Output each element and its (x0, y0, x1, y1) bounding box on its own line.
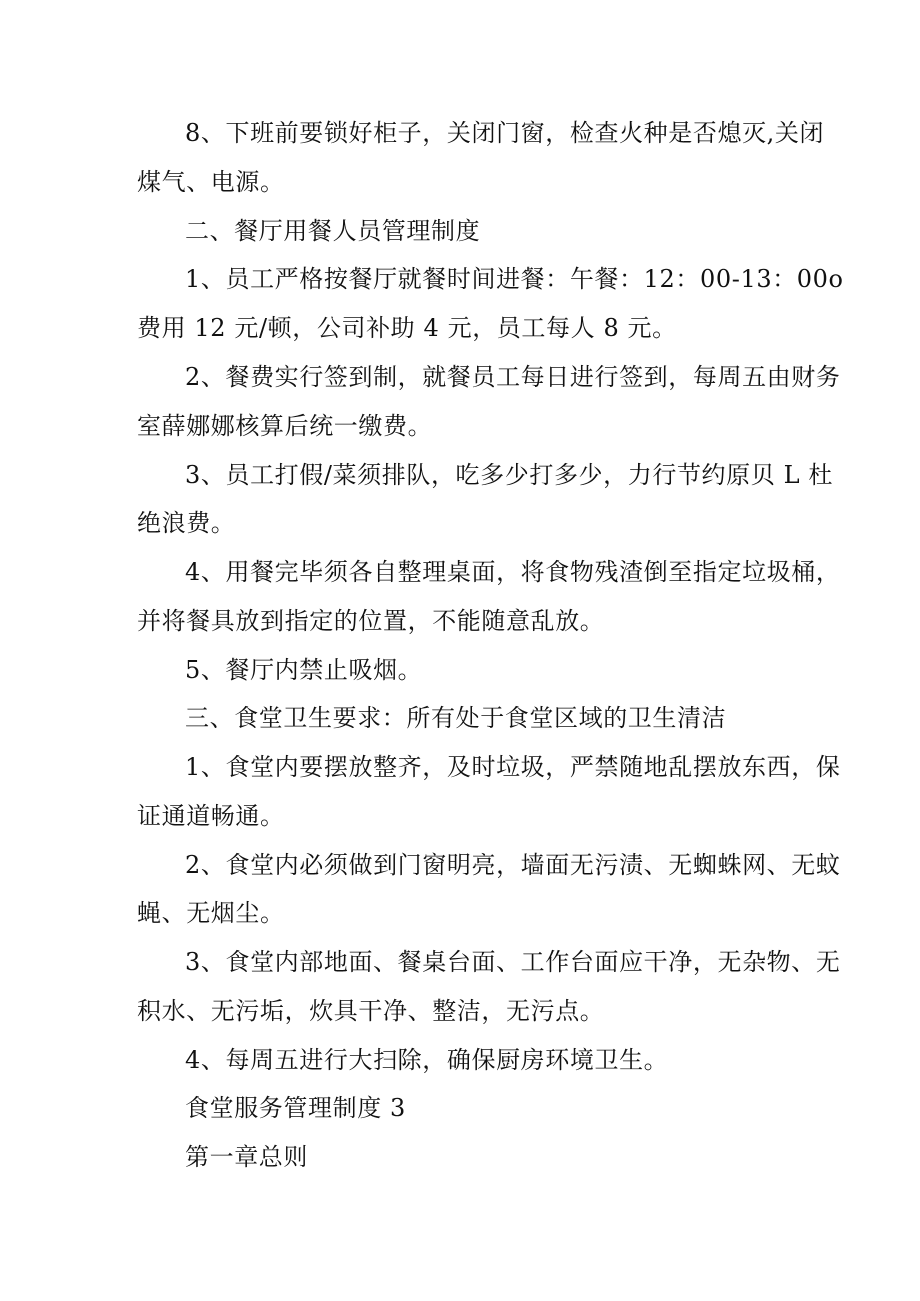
document-section-title: 食堂服务管理制度 3 (185, 1094, 406, 1122)
rule-5: 5、餐厅内禁止吸烟。 (185, 656, 423, 684)
section-2-heading: 二、餐厅用餐人员管理制度 (185, 217, 481, 245)
hygiene-2-line-1: 2、食堂内必须做到门窗明亮，墙面无污渍、无蜘蛛网、无蚊 (185, 851, 841, 879)
hygiene-3-line-1: 3、食堂内部地面、餐桌台面、工作台面应干净，无杂物、无 (185, 948, 841, 976)
rule-1-line-2: 费用 12 元/顿，公司补助 4 元，员工每人 8 元。 (137, 314, 677, 342)
rule-4-line-2: 并将餐具放到指定的位置，不能随意乱放。 (137, 607, 605, 635)
hygiene-3-line-2: 积水、无污垢，炊具干净、整洁，无污点。 (137, 997, 605, 1025)
rule-4-line-1: 4、用餐完毕须各自整理桌面，将食物残渣倒至指定垃圾桶， (185, 558, 841, 586)
section-3-heading: 三、食堂卫生要求：所有处于食堂区域的卫生清洁 (185, 704, 727, 732)
rule-1-line-1: 1、员工严格按餐厅就餐时间进餐：午餐：12：00-13：00o (185, 265, 844, 293)
paragraph-8-line-2: 煤气、电源。 (137, 168, 285, 196)
hygiene-4: 4、每周五进行大扫除，确保厨房环境卫生。 (185, 1046, 669, 1074)
hygiene-1-line-2: 证通道畅通。 (137, 802, 285, 830)
rule-3-line-1: 3、员工打假/菜须排队，吃多少打多少，力行节约原贝 L 杜 (185, 461, 833, 489)
rule-3-line-2: 绝浪费。 (137, 509, 236, 537)
paragraph-8-line-1: 8、下班前要锁好柜子，关闭门窗，检查火种是否熄灭,关闭 (185, 119, 825, 147)
chapter-heading: 第一章总则 (185, 1143, 308, 1171)
rule-2-line-1: 2、餐费实行签到制，就餐员工每日进行签到，每周五由财务 (185, 363, 841, 391)
rule-2-line-2: 室薛娜娜核算后统一缴费。 (137, 412, 433, 440)
hygiene-1-line-1: 1、食堂内要摆放整齐，及时垃圾，严禁随地乱摆放东西，保 (185, 753, 841, 781)
hygiene-2-line-2: 蝇、无烟尘。 (137, 899, 285, 927)
